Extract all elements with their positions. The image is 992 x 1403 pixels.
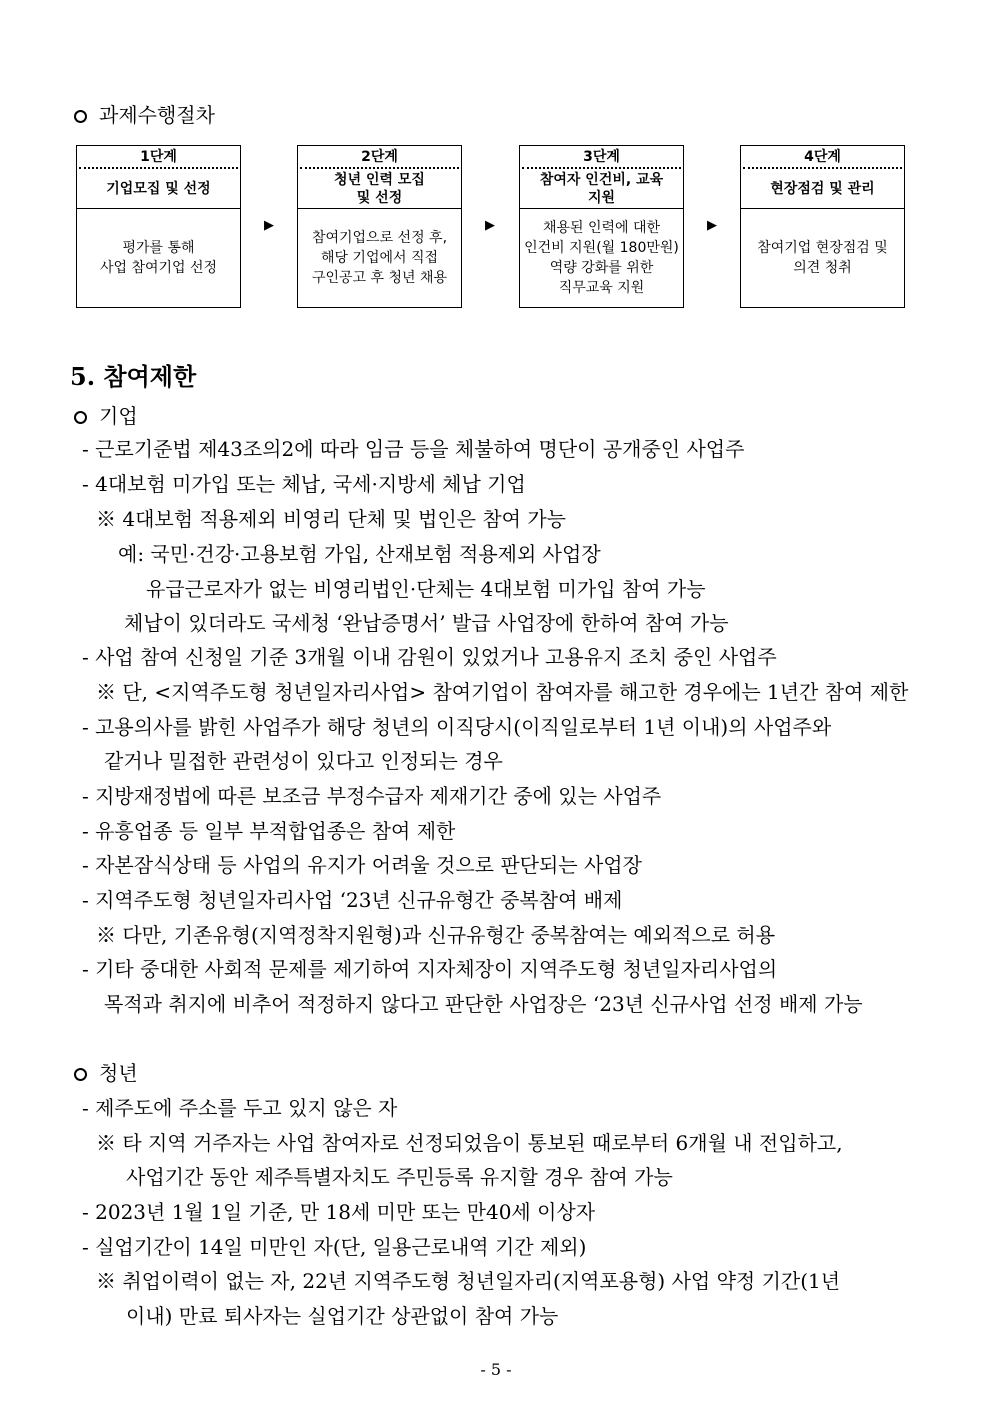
company-item-cont: 목적과 취지에 비추어 적정하지 않다고 판단한 사업장은 ‘23년 신규사업 선정 배제 가능	[104, 992, 863, 1016]
step-box-2	[297, 145, 462, 308]
youth-note-cont: 사업기간 동안 제주특별자치도 주민등록 유지할 경우 참여 가능	[126, 1165, 673, 1189]
circle-bullet-icon	[74, 110, 87, 123]
step-title: 청년 인력 모집 및 선정	[334, 172, 425, 206]
company-item: - 지역주도형 청년일자리사업 ‘23년 신규유형간 중복참여 배제	[82, 888, 623, 912]
company-item: - 4대보험 미가입 또는 체납, 국세·지방세 체납 기업	[82, 472, 526, 496]
circle-bullet-icon	[74, 411, 87, 424]
step-stage: 1단계	[140, 149, 177, 165]
step-stage: 2단계	[361, 149, 398, 165]
step-title: 참여자 인건비, 교육 지원	[539, 172, 664, 206]
youth-note: ※ 타 지역 거주자는 사업 참여자로 선정되었음이 통보된 때로부터 6개월 내 전입하고,	[96, 1131, 843, 1155]
youth-heading: 청년	[74, 1060, 138, 1086]
step-title: 기업모집 및 선정	[106, 181, 211, 197]
step-stage: 4단계	[804, 149, 841, 165]
company-item: - 지방재정법에 따른 보조금 부정수급자 제재기간 중에 있는 사업주	[82, 784, 662, 808]
company-item: - 자본잠식상태 등 사업의 유지가 어려울 것으로 판단되는 사업장	[82, 853, 642, 877]
company-item: - 사업 참여 신청일 기준 3개월 이내 감원이 있었거나 고용유지 조치 중인 사업주	[82, 645, 777, 669]
youth-note-cont: 이내) 만료 퇴사자는 실업기간 상관없이 참여 가능	[126, 1304, 559, 1328]
company-example: 유급근로자가 없는 비영리법인·단체는 4대보험 미가입 참여 가능	[146, 577, 706, 601]
step-title: 현장점검 및 관리	[770, 181, 875, 197]
procedure-heading: 과제수행절차	[74, 102, 215, 128]
youth-item: - 제주도에 주소를 두고 있지 않은 자	[82, 1096, 398, 1120]
step-box-3	[519, 145, 684, 308]
section-title: 5. 참여제한	[70, 362, 197, 391]
step-stage: 3단계	[583, 149, 620, 165]
company-example: 예: 국민·건강·고용보험 가입, 산재보험 적용제외 사업장	[118, 542, 601, 566]
youth-note: ※ 취업이력이 없는 자, 22년 지역주도형 청년일자리(지역포용형) 사업 약정 기간(1년	[96, 1269, 841, 1293]
arrow-right-icon: ▶	[707, 218, 717, 233]
company-note: ※ 다만, 기존유형(지역정착지원형)과 신규유형간 중복참여는 예외적으로 허용	[96, 923, 776, 947]
company-heading: 기업	[74, 403, 138, 429]
step-body: 참여기업으로 선정 후, 해당 기업에서 직접 구인공고 후 청년 채용	[311, 230, 448, 286]
step-body: 평가를 통해 사업 참여기업 선정	[99, 240, 218, 276]
step-body: 채용된 인력에 대한 인건비 지원(월 180만원) 역량 강화를 위한 직무교육 지원	[524, 220, 679, 296]
company-item-cont: 같거나 밀접한 관련성이 있다고 인정되는 경우	[104, 749, 503, 773]
company-item: - 유흥업종 등 일부 부적합업종은 참여 제한	[82, 819, 456, 843]
youth-item: - 실업기간이 14일 미만인 자(단, 일용근로내역 기간 제외)	[82, 1235, 587, 1259]
company-example: 체납이 있더라도 국세청 ‘완납증명서’ 발급 사업장에 한하여 참여 가능	[124, 611, 729, 635]
company-note: ※ 4대보험 적용제외 비영리 단체 및 법인은 참여 가능	[96, 507, 566, 531]
company-note: ※ 단, <지역주도형 청년일자리사업> 참여기업이 참여자를 해고한 경우에는 1년간 참여 제한	[96, 680, 909, 704]
step-box-1	[76, 145, 241, 308]
arrow-right-icon: ▶	[485, 218, 495, 233]
circle-bullet-icon	[74, 1068, 87, 1081]
youth-item: - 2023년 1월 1일 기준, 만 18세 미만 또는 만40세 이상자	[82, 1200, 596, 1224]
step-box-4	[740, 145, 905, 308]
company-item: - 근로기준법 제43조의2에 따라 임금 등을 체불하여 명단이 공개중인 사업주	[82, 437, 745, 461]
step-body: 참여기업 현장점검 및 의견 청취	[757, 240, 888, 276]
company-item: - 고용의사를 밝힌 사업주가 해당 청년의 이직당시(이직일로부터 1년 이내)의 사업주와	[82, 715, 832, 739]
page-number: - 5 -	[480, 1360, 512, 1379]
arrow-right-icon: ▶	[264, 218, 274, 233]
company-item: - 기타 중대한 사회적 문제를 제기하여 지자체장이 지역주도형 청년일자리사업의	[82, 957, 778, 981]
